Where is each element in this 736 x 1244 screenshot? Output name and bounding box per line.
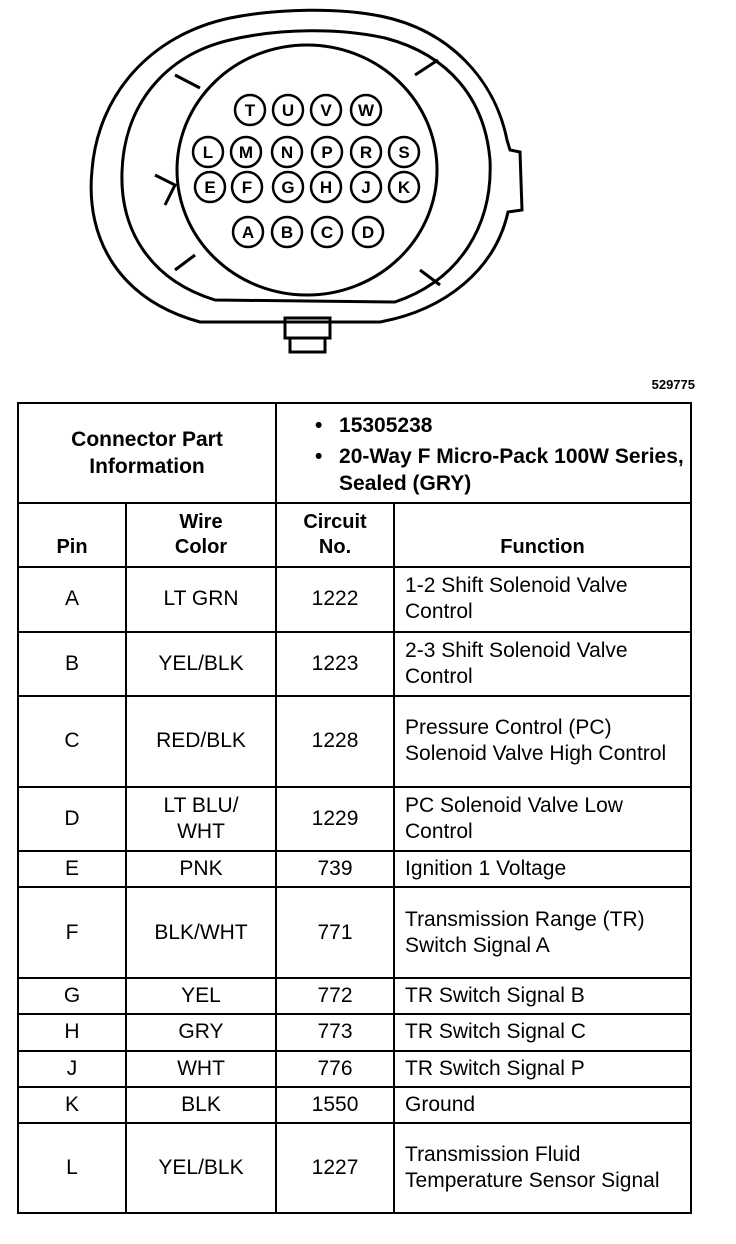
pin-label: U [281, 101, 295, 120]
pin-cell: F [18, 887, 126, 978]
function-cell: 2-3 Shift Solenoid Valve Control [394, 632, 691, 696]
pin-label: A [241, 223, 255, 242]
pin-label: N [280, 143, 294, 162]
pin-label: T [244, 101, 256, 120]
wire-color-cell: BLK/WHT [126, 887, 276, 978]
connector-pinout-table [17, 402, 692, 1214]
pin-g [273, 172, 303, 202]
pin-f [232, 172, 262, 202]
pinout-rows [18, 567, 691, 1213]
wire-color-cell: LT BLU/ WHT [126, 787, 276, 851]
wire-color-cell: YEL/BLK [126, 1123, 276, 1213]
pin-cell: E [18, 851, 126, 887]
table-row [18, 1123, 691, 1213]
pin-p [312, 137, 342, 167]
pin-cell: G [18, 978, 126, 1014]
pin-label: V [320, 101, 332, 120]
pin-t [235, 95, 265, 125]
header-wire-color: Wire Color [126, 503, 276, 567]
pin-label: B [280, 223, 294, 242]
circuit-cell: 1223 [276, 632, 394, 696]
header-circuit-no: Circuit No. [276, 503, 394, 567]
pin-label: M [238, 143, 254, 162]
function-cell: Pressure Control (PC) Solenoid Valve High Control [394, 696, 691, 787]
pin-r [351, 137, 381, 167]
pin-b [272, 217, 302, 247]
circuit-cell: 772 [276, 978, 394, 1014]
function-cell: TR Switch Signal B [394, 978, 691, 1014]
pin-label: P [321, 143, 333, 162]
circuit-cell: 1222 [276, 567, 394, 631]
pin-cell: H [18, 1014, 126, 1050]
part-description: • 20-Way F Micro-Pack 100W Series, Sealed (GRY) [315, 445, 684, 495]
pin-v [311, 95, 341, 125]
connector-face-diagram [0, 0, 736, 370]
pin-s [389, 137, 419, 167]
pin-label: H [319, 178, 333, 197]
circuit-cell: 773 [276, 1014, 394, 1050]
table-row [18, 632, 691, 696]
pin-cell: K [18, 1087, 126, 1123]
pin-cell: D [18, 787, 126, 851]
pin-h [311, 172, 341, 202]
pin-a [233, 217, 263, 247]
table-row [18, 787, 691, 851]
wire-color-cell: YEL [126, 978, 276, 1014]
pin-m [231, 137, 261, 167]
pin-label: C [320, 223, 334, 242]
wire-color-cell: LT GRN [126, 567, 276, 631]
function-cell: TR Switch Signal P [394, 1051, 691, 1087]
circuit-cell: 776 [276, 1051, 394, 1087]
function-cell: TR Switch Signal C [394, 1014, 691, 1050]
pin-n [272, 137, 302, 167]
header-function: Function [394, 503, 691, 567]
function-cell: 1-2 Shift Solenoid Valve Control [394, 567, 691, 631]
part-number: • 15305238 [315, 414, 433, 437]
function-cell: PC Solenoid Valve Low Control [394, 787, 691, 851]
part-info-row [18, 403, 691, 503]
pin-label: F [241, 178, 253, 197]
pin-label: J [361, 178, 371, 197]
pin-label: L [202, 143, 214, 162]
table-row [18, 696, 691, 787]
wire-color-cell: PNK [126, 851, 276, 887]
header-pin: Pin [18, 503, 126, 567]
pin-label: D [361, 223, 375, 242]
circuit-cell: 1228 [276, 696, 394, 787]
pin-group [193, 95, 419, 247]
header-row [18, 503, 691, 567]
pin-cell: B [18, 632, 126, 696]
pin-j [351, 172, 381, 202]
table-row [18, 887, 691, 978]
function-cell: Transmission Range (TR) Switch Signal A [394, 887, 691, 978]
part-info [276, 403, 691, 503]
table-row [18, 978, 691, 1014]
wire-color-cell: BLK [126, 1087, 276, 1123]
pin-k [389, 172, 419, 202]
table-row [18, 567, 691, 631]
pin-w [351, 95, 381, 125]
pin-cell: L [18, 1123, 126, 1213]
wire-color-cell: RED/BLK [126, 696, 276, 787]
pin-cell: C [18, 696, 126, 787]
table-row [18, 1087, 691, 1123]
circuit-cell: 1227 [276, 1123, 394, 1213]
function-cell: Ignition 1 Voltage [394, 851, 691, 887]
pin-label: S [398, 143, 410, 162]
circuit-cell: 1229 [276, 787, 394, 851]
table-row [18, 1014, 691, 1050]
pin-label: E [204, 178, 216, 197]
figure-number: 529775 [651, 377, 695, 392]
pin-l [193, 137, 223, 167]
table-row [18, 851, 691, 887]
pin-cell: A [18, 567, 126, 631]
pin-u [273, 95, 303, 125]
circuit-cell: 1550 [276, 1087, 394, 1123]
table-row [18, 1051, 691, 1087]
wire-color-cell: WHT [126, 1051, 276, 1087]
connector-housing [91, 10, 522, 352]
wire-color-cell: GRY [126, 1014, 276, 1050]
pin-c [312, 217, 342, 247]
pin-e [195, 172, 225, 202]
function-cell: Transmission Fluid Temperature Sensor Signal [394, 1123, 691, 1213]
pin-label: W [357, 101, 375, 120]
pin-label: R [359, 143, 373, 162]
pin-cell: J [18, 1051, 126, 1087]
function-cell: Ground [394, 1087, 691, 1123]
pin-label: K [397, 178, 411, 197]
pin-d [353, 217, 383, 247]
connector-part-info-label: Connector Part Information [18, 403, 276, 503]
circuit-cell: 771 [276, 887, 394, 978]
circuit-cell: 739 [276, 851, 394, 887]
pin-label: G [281, 178, 295, 197]
wire-color-cell: YEL/BLK [126, 632, 276, 696]
